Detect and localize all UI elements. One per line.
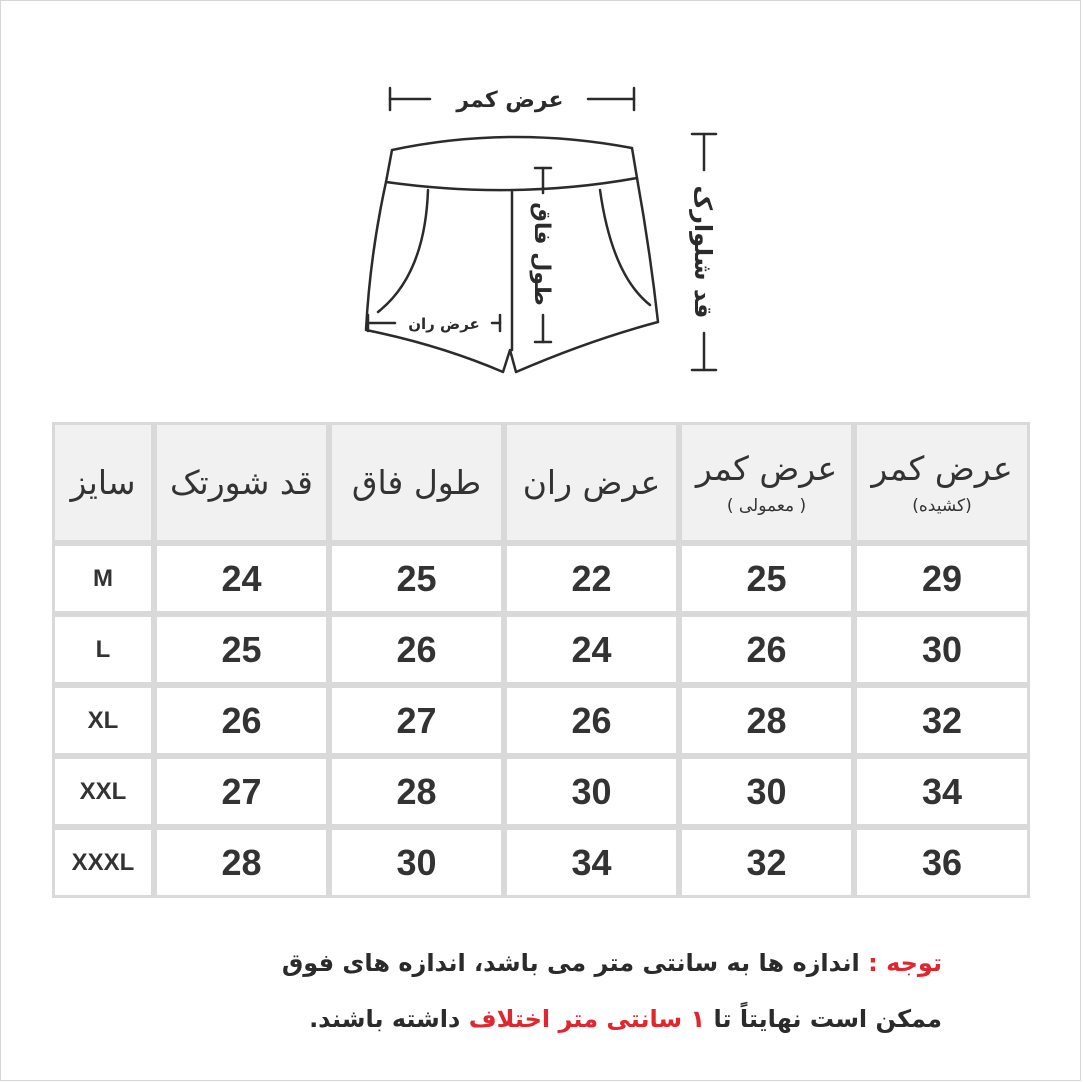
cell-waist-stretched: 32 bbox=[854, 685, 1030, 756]
cell-waist-normal: 30 bbox=[679, 756, 854, 827]
note-line2-highlight: ۱ سانتی متر اختلاف bbox=[468, 1005, 706, 1033]
header-waist-stretched bbox=[854, 422, 1030, 543]
cell-length: 25 bbox=[154, 614, 329, 685]
header-waist-normal bbox=[679, 422, 854, 543]
cell-waist-normal: 26 bbox=[679, 614, 854, 685]
cell-waist-stretched: 34 bbox=[854, 756, 1030, 827]
cell-length: 24 bbox=[154, 543, 329, 614]
note-line2-start: ممکن است نهایتاً تا bbox=[713, 1005, 942, 1033]
cell-thigh: 30 bbox=[504, 756, 679, 827]
note-line-1 bbox=[100, 935, 942, 991]
measurement-note bbox=[100, 935, 942, 1047]
header-label: عرض کمر bbox=[871, 449, 1013, 488]
cell-thigh: 22 bbox=[504, 543, 679, 614]
cell-waist-stretched: 29 bbox=[854, 543, 1030, 614]
header-sub: (کشیده) bbox=[912, 496, 972, 516]
header-sub: ( معمولی ) bbox=[726, 496, 807, 516]
table-row bbox=[52, 614, 1030, 685]
cell-waist-normal: 32 bbox=[679, 827, 854, 898]
pants-length-label: قد شلوارک bbox=[689, 185, 717, 319]
cell-rise: 26 bbox=[329, 614, 504, 685]
rise-label: طول فاق bbox=[529, 202, 554, 306]
note-line1-text: اندازه ها به سانتی متر می باشد، اندازه های فوق bbox=[281, 949, 860, 977]
cell-size: M bbox=[52, 543, 154, 614]
cell-size: XL bbox=[52, 685, 154, 756]
cell-thigh: 34 bbox=[504, 827, 679, 898]
header-label: طول فاق bbox=[351, 463, 482, 502]
cell-length: 27 bbox=[154, 756, 329, 827]
cell-waist-normal: 25 bbox=[679, 543, 854, 614]
cell-length: 26 bbox=[154, 685, 329, 756]
waist-width-label: عرض کمر bbox=[456, 88, 564, 113]
cell-rise: 27 bbox=[329, 685, 504, 756]
cell-rise: 25 bbox=[329, 543, 504, 614]
header-label: سایز bbox=[70, 463, 136, 502]
table-row bbox=[52, 827, 1030, 898]
cell-rise: 30 bbox=[329, 827, 504, 898]
thigh-width-label: عرض ران bbox=[408, 315, 480, 333]
header-label: عرض ران bbox=[522, 463, 661, 502]
cell-length: 28 bbox=[154, 827, 329, 898]
header-thigh bbox=[504, 422, 679, 543]
cell-thigh: 26 bbox=[504, 685, 679, 756]
cell-waist-stretched: 30 bbox=[854, 614, 1030, 685]
note-line-2 bbox=[100, 991, 942, 1047]
header-label: قد شورتک bbox=[170, 463, 313, 502]
header-size bbox=[52, 422, 154, 543]
table-header-row bbox=[52, 422, 1030, 543]
table-row bbox=[52, 685, 1030, 756]
cell-size: XXL bbox=[52, 756, 154, 827]
table-row bbox=[52, 756, 1030, 827]
shorts-diagram bbox=[340, 70, 740, 390]
size-table bbox=[52, 422, 1030, 898]
note-prefix: توجه : bbox=[868, 949, 942, 977]
cell-waist-stretched: 36 bbox=[854, 827, 1030, 898]
header-label: عرض کمر bbox=[695, 449, 838, 488]
note-line2-end: داشته باشند. bbox=[309, 1005, 461, 1033]
cell-size: L bbox=[52, 614, 154, 685]
table-row bbox=[52, 543, 1030, 614]
cell-rise: 28 bbox=[329, 756, 504, 827]
header-rise bbox=[329, 422, 504, 543]
cell-waist-normal: 28 bbox=[679, 685, 854, 756]
cell-size: XXXL bbox=[52, 827, 154, 898]
cell-thigh: 24 bbox=[504, 614, 679, 685]
header-length bbox=[154, 422, 329, 543]
